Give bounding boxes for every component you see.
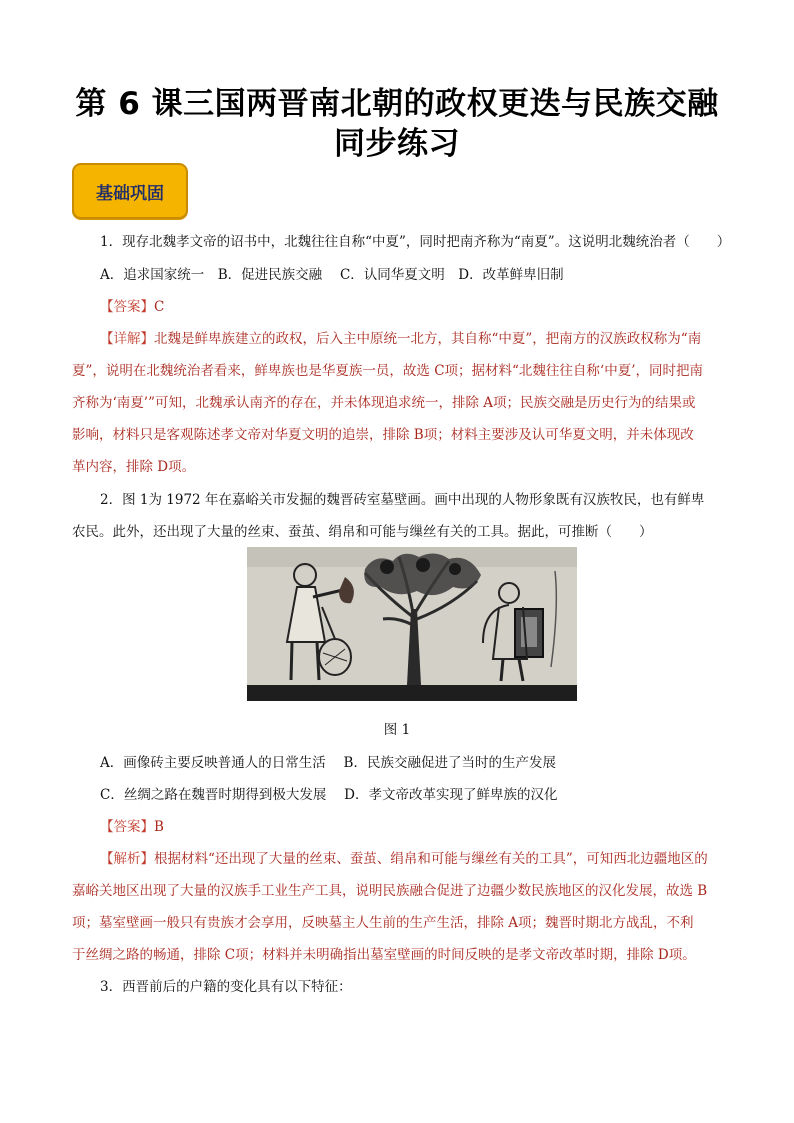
q2-analysis-line-2: 嘉峪关地区出现了大量的汉族手工业生产工具，说明民族融合促进了边疆少数民族地区的汉化发展，故选 B: [72, 883, 708, 899]
q2-analysis-line-1: [100, 847, 708, 867]
q3-stem: 3．西晋前后的户籍的变化具有以下特征：: [100, 979, 352, 995]
q2-answer-value: B: [154, 819, 164, 835]
q1-detail-line-3: 齐称为‘南夏’”可知，北魏承认南齐的存在，并未体现追求统一，排除 A项；民族交融是历史行为的结果或: [72, 395, 696, 411]
q1-detail-line-4: 影响，材料只是客观陈述孝文帝对华夏文明的追崇，排除 B项；材料主要涉及认可华夏文明，并未体现改: [72, 427, 694, 443]
mural-illustration: [247, 547, 577, 701]
q2-options-line-2: C．丝绸之路在魏晋时期得到极大发展 D．孝文帝改革实现了鲜卑族的汉化: [100, 787, 558, 803]
mural-figure: [247, 547, 577, 701]
section-badge: [72, 163, 188, 219]
q1-detail-label: 【详解】: [100, 331, 154, 347]
q1-stem: 1．现存北魏孝文帝的诏书中，北魏往往自称“中夏”，同时把南齐称为“南夏”。这说明北魏统治者（ ）: [100, 234, 731, 250]
figure-caption: 图 1: [383, 722, 411, 738]
section-badge-label: 基础巩固: [96, 183, 164, 204]
q1-answer-label: 【答案】: [100, 299, 154, 315]
q2-analysis-label: 【解析】: [100, 851, 154, 867]
q1-answer-value: C: [154, 299, 165, 315]
page-subtitle: 同步练习: [334, 126, 460, 162]
q1-detail-line-1: [100, 327, 701, 347]
q1-options: A．追求国家统一 B．促进民族交融 C．认同华夏文明 D．改革鲜卑旧制: [100, 267, 564, 283]
q2-stem-line-2: 农民。此外，还出现了大量的丝束、蚕茧、绢帛和可能与缫丝有关的工具。据此，可推断（ ）: [72, 524, 653, 540]
page-title: 第 6 课三国两晋南北朝的政权更迭与民族交融: [75, 86, 719, 122]
q2-analysis-text-1: 根据材料“还出现了大量的丝束、蚕茧、绢帛和可能与缫丝有关的工具”，可知西北边疆地区的: [154, 851, 708, 867]
q2-analysis-line-3: 项；墓室壁画一般只有贵族才会享用，反映墓主人生前的生产生活，排除 A项；魏晋时期北方战乱，不利: [72, 915, 694, 931]
q2-answer-label: 【答案】: [100, 819, 154, 835]
q1-detail-line-5: 革内容，排除 D项。: [72, 459, 196, 475]
q1-detail-text-1: 北魏是鲜卑族建立的政权，后入主中原统一北方，其自称“中夏”，把南方的汉族政权称为“南: [154, 331, 702, 347]
q2-analysis-line-4: 于丝绸之路的畅通，排除 C项；材料并未明确指出墓室壁画的时间反映的是孝文帝改革时期，排除 D项。: [72, 947, 696, 963]
q1-answer: [100, 295, 164, 315]
q2-stem-line-1: 2．图 1为 1972 年在嘉峪关市发掘的魏晋砖室墓壁画。画中出现的人物形象既有汉族牧民，也有鲜卑: [100, 492, 705, 508]
q2-options-line-1: A．画像砖主要反映普通人的日常生活 B．民族交融促进了当时的生产发展: [100, 755, 556, 771]
q2-answer: [100, 815, 164, 835]
q1-detail-line-2: 夏”，说明在北魏统治者看来，鲜卑族也是华夏族一员，故选 C项；据材料“北魏往往自称‘中夏’，同时把南: [72, 363, 704, 379]
